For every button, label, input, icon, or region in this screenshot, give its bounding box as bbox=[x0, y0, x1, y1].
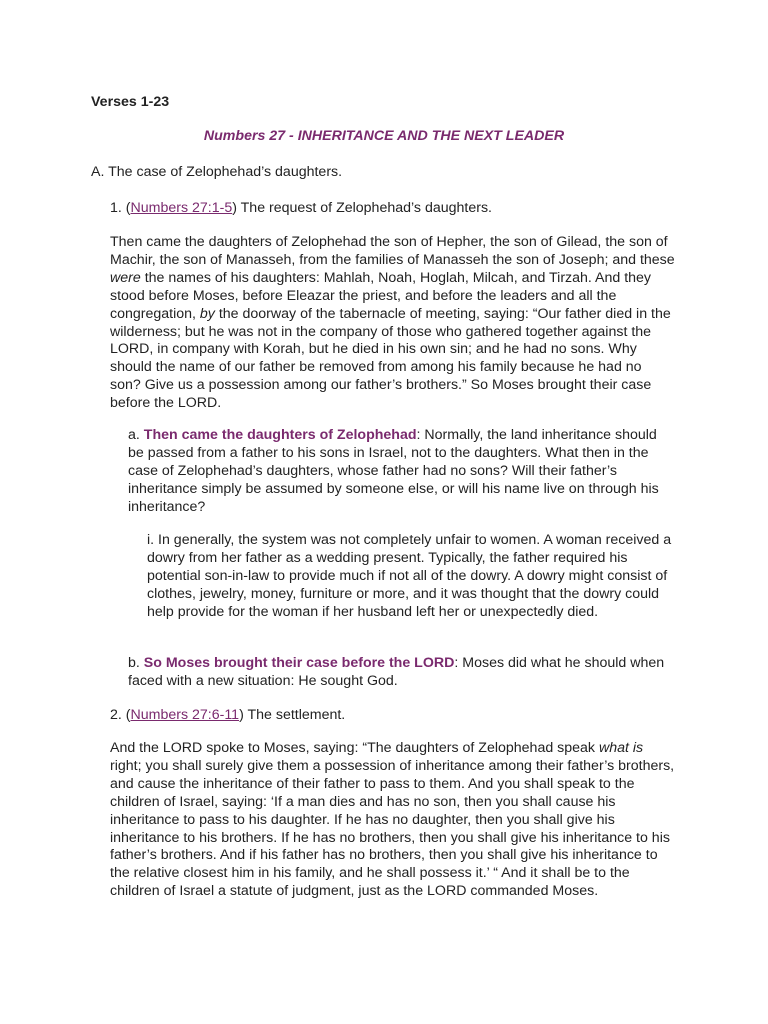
item-2-label: ) The settlement. bbox=[239, 707, 346, 723]
outline-a: A. The case of Zelophehad’s daughters. bbox=[91, 164, 343, 180]
note-a-term: Then came the daughters of Zelophehad bbox=[143, 427, 417, 443]
note-a bbox=[128, 427, 676, 517]
note-a-prefix: a. bbox=[128, 427, 144, 443]
note-b bbox=[128, 655, 676, 691]
item-2 bbox=[110, 707, 670, 725]
note-b-prefix: b. bbox=[128, 655, 144, 671]
note-a-text: : Normally, the land inheritance should be passed from a father to his sons in Israel, not to the daughters. What then in the case of Zelophehad’s daughters, whose father had no sons? Will their father’s inheritance simply be assumed by someone else, or will his name live on through his inheritance? bbox=[128, 427, 659, 515]
numbers-27-1-5-link[interactable]: Numbers 27:1-5 bbox=[130, 200, 233, 216]
quote-1-italic-were: were bbox=[110, 269, 141, 286]
numbers-27-6-11-link[interactable]: Numbers 27:6-11 bbox=[130, 707, 240, 723]
note-i: i. In generally, the system was not completely unfair to women. A woman received a dowry from her father as a wedding present. Typically, the father required his potential son-in-law to provide much if not all of the dowry. A dowry might consist of clothes, jewelry, money, furniture or more, and it was thought that the dowry could help provide for the woman if her husband left her or unexpectedly died. bbox=[147, 532, 672, 620]
quote-2-text: right; you shall surely give them a possession of inheritance among their father’s brothers, and cause the inheritance of their father to pass to them. And you shall speak to the children of Israel, saying: ‘If a man dies and has no son, then you shall cause his inheritance to pass to his daughter. If he has no daughter, then you shall give his inheritance to his brothers. If he has no brothers, then you shall give his inheritance to his father’s brothers. And if his father has no brothers, then you shall give his inheritance to the relative closest him in his family, and he shall possess it.’ “ And it shall be to the children of Israel a statute of judgment, just as the LORD commanded Moses. bbox=[110, 757, 675, 900]
item-2-prefix: 2. ( bbox=[110, 707, 131, 723]
scripture-quote-2 bbox=[110, 740, 676, 901]
quote-1-text: the names of his daughters: Mahlah, Noah, Hoglah, Milcah, and Tirzah. And they stood before Moses, before Eleazar the priest, and before the leaders and all the congregation, bbox=[110, 269, 652, 322]
scripture-quote-1 bbox=[110, 234, 676, 413]
note-b-term: So Moses brought their case before the LORD bbox=[143, 655, 455, 671]
item-1-label: ) The request of Zelophehad’s daughters. bbox=[232, 200, 492, 216]
item-1-prefix: 1. ( bbox=[110, 200, 131, 216]
chapter-title: Numbers 27 - INHERITANCE AND THE NEXT LEADER bbox=[203, 128, 565, 144]
item-1 bbox=[110, 200, 670, 218]
quote-2-italic-what-is: what is bbox=[598, 740, 644, 756]
quote-1-text: the doorway of the tabernacle of meeting, saying: “Our father died in the wilderness; but he was not in the company of those who gathered together against the LORD, in company with Korah, but he died in his own sin; and he had no sons. Why should the name of our father be removed from among his family because he had no son? Give us a possession among our father’s brothers.” So Moses brought their case before the LORD. bbox=[110, 305, 671, 412]
note-b-text: : Moses did what he should when faced with a new situation: He sought God. bbox=[128, 655, 665, 689]
section-heading: Verses 1-23 bbox=[91, 94, 170, 110]
quote-2-text: And the LORD spoke to Moses, saying: “The daughters of Zelophehad speak bbox=[110, 740, 599, 756]
quote-1-italic-by: by bbox=[199, 305, 215, 322]
quote-1-text: Then came the daughters of Zelophehad the son of Hepher, the son of Gilead, the son of Machir, the son of Manasseh, from the families of Manasseh the son of Joseph; and these bbox=[110, 234, 675, 268]
